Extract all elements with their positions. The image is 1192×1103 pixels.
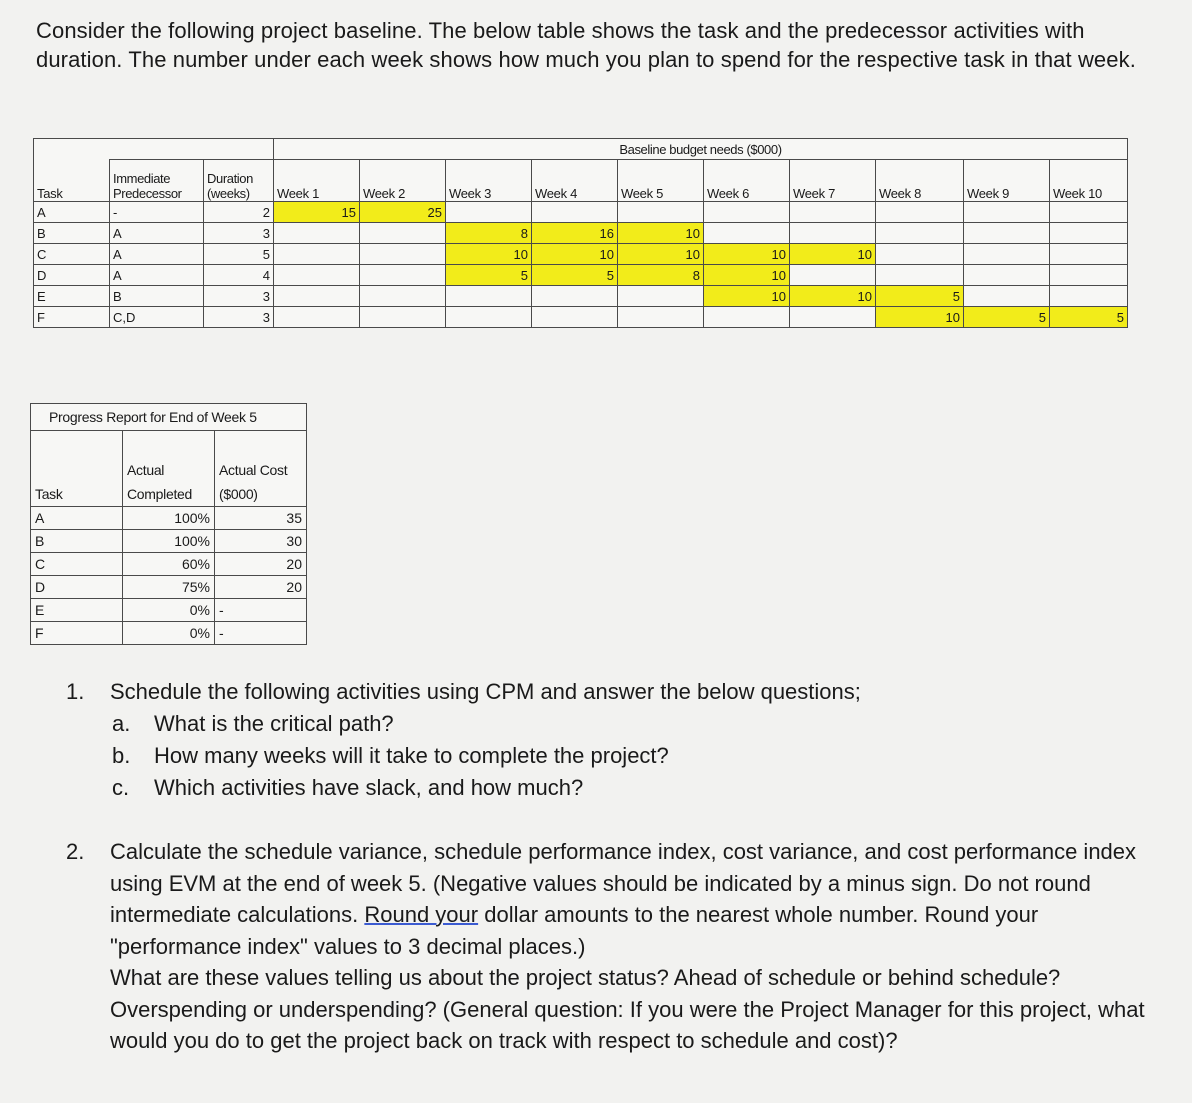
question-number: 2.: [66, 839, 85, 864]
week-budget-cell: [618, 286, 704, 307]
baseline-caption-row: [34, 139, 1128, 160]
week-budget-cell: [790, 223, 876, 244]
week-budget-cell: 10: [618, 244, 704, 265]
week-budget-cell: 10: [790, 286, 876, 307]
week-budget-cell: [704, 223, 790, 244]
sub-text: Which activities have slack, and how much?: [154, 775, 584, 800]
progress-row: [31, 576, 307, 599]
q2-text-before: Calculate the schedule variance, schedule performance index, cost variance, and cost performance index using EVM at the end of week 5. (Negative values should be indicated by a minus sign. Do not round intermediate calculations.: [110, 839, 1137, 927]
progress-row: [31, 530, 307, 553]
week-budget-cell: [1050, 223, 1128, 244]
week-budget-cell: [446, 286, 532, 307]
task-cell: A: [34, 202, 110, 223]
baseline-row: [34, 202, 1128, 223]
week-budget-cell: [704, 307, 790, 328]
week-budget-cell: [1050, 265, 1128, 286]
progress-header-cost: Actual Cost ($000): [215, 431, 307, 507]
header-week: Week 6: [704, 160, 790, 202]
week-budget-cell: 10: [532, 244, 618, 265]
predecessor-cell: C,D: [110, 307, 204, 328]
task-cell: B: [34, 223, 110, 244]
actual-completed-cell: 60%: [123, 553, 215, 576]
week-budget-cell: 10: [704, 286, 790, 307]
progress-header-completed: Actual Completed: [123, 431, 215, 507]
week-budget-cell: 8: [446, 223, 532, 244]
predecessor-cell: A: [110, 223, 204, 244]
baseline-header-row: [34, 160, 1128, 202]
week-budget-cell: [274, 244, 360, 265]
progress-task-cell: B: [31, 530, 123, 553]
question-text: [110, 836, 1156, 1057]
week-budget-cell: [274, 307, 360, 328]
header-duration: Duration (weeks): [204, 160, 274, 202]
progress-caption: Progress Report for End of Week 5: [31, 404, 307, 431]
week-budget-cell: [876, 244, 964, 265]
actual-cost-cell: -: [215, 599, 307, 622]
progress-row: [31, 553, 307, 576]
week-budget-cell: [876, 202, 964, 223]
actual-completed-cell: 75%: [123, 576, 215, 599]
duration-cell: 3: [204, 307, 274, 328]
week-budget-cell: [532, 202, 618, 223]
baseline-table: [33, 138, 1128, 328]
header-predecessor: Immediate Predecessor: [110, 160, 204, 202]
progress-row: [31, 507, 307, 530]
week-budget-cell: 10: [876, 307, 964, 328]
week-budget-cell: [274, 286, 360, 307]
week-budget-cell: 10: [704, 265, 790, 286]
week-budget-cell: [964, 223, 1050, 244]
week-budget-cell: [1050, 286, 1128, 307]
header-week: Week 8: [876, 160, 964, 202]
progress-task-cell: F: [31, 622, 123, 645]
progress-row: [31, 622, 307, 645]
week-budget-cell: [1050, 244, 1128, 265]
week-budget-cell: [532, 307, 618, 328]
header-week: Week 9: [964, 160, 1050, 202]
week-budget-cell: [446, 202, 532, 223]
question-2: [66, 836, 1156, 1057]
duration-cell: 3: [204, 223, 274, 244]
week-budget-cell: 5: [532, 265, 618, 286]
sub-text: What is the critical path?: [154, 711, 394, 736]
week-budget-cell: 15: [274, 202, 360, 223]
question-text: Schedule the following activities using CPM and answer the below questions;: [110, 679, 861, 704]
actual-cost-cell: 20: [215, 553, 307, 576]
predecessor-cell: A: [110, 244, 204, 265]
duration-cell: 5: [204, 244, 274, 265]
baseline-row: [34, 244, 1128, 265]
task-cell: D: [34, 265, 110, 286]
baseline-row: [34, 307, 1128, 328]
week-budget-cell: [1050, 202, 1128, 223]
week-budget-cell: [360, 223, 446, 244]
actual-completed-cell: 100%: [123, 507, 215, 530]
week-budget-cell: [618, 307, 704, 328]
week-budget-cell: [876, 223, 964, 244]
progress-task-cell: A: [31, 507, 123, 530]
sub-question-a: [66, 708, 1156, 740]
q2-text-2: What are these values telling us about the project status? Ahead of schedule or behind schedule? Overspending or underspending? (General question: If you were the Project Manager for this project, what would you do to get the project back on track with respect to schedule and cost)?: [110, 965, 1145, 1053]
week-budget-cell: 5: [1050, 307, 1128, 328]
header-task: Task: [34, 160, 110, 202]
week-budget-cell: [618, 202, 704, 223]
q2-text-after: dollar amounts to the nearest whole number. Round your "performance index" values to 3 decimal places.): [110, 902, 1039, 959]
week-budget-cell: [274, 223, 360, 244]
week-budget-cell: [274, 265, 360, 286]
actual-cost-cell: 35: [215, 507, 307, 530]
sub-letter: a.: [112, 711, 131, 736]
intro-paragraph: Consider the following project baseline. The below table shows the task and the predecessor activities with duration. The number under each week shows how much you plan to spend for the respective task in that week.: [36, 18, 1136, 72]
baseline-row: [34, 286, 1128, 307]
progress-row: [31, 599, 307, 622]
sub-question-b: [66, 740, 1156, 772]
week-budget-cell: [360, 244, 446, 265]
week-budget-cell: [790, 307, 876, 328]
duration-cell: 4: [204, 265, 274, 286]
progress-report-table: [30, 403, 307, 645]
task-cell: E: [34, 286, 110, 307]
actual-completed-cell: 100%: [123, 530, 215, 553]
predecessor-cell: A: [110, 265, 204, 286]
predecessor-cell: B: [110, 286, 204, 307]
actual-cost-cell: 30: [215, 530, 307, 553]
sub-letter: c.: [112, 775, 130, 800]
baseline-row: [34, 223, 1128, 244]
question-1: [66, 676, 1156, 708]
week-budget-cell: [704, 202, 790, 223]
progress-header-task: Task: [31, 431, 123, 507]
progress-task-cell: D: [31, 576, 123, 599]
task-cell: F: [34, 307, 110, 328]
progress-task-cell: C: [31, 553, 123, 576]
header-week: Week 4: [532, 160, 618, 202]
week-budget-cell: [360, 286, 446, 307]
task-cell: C: [34, 244, 110, 265]
header-week: Week 10: [1050, 160, 1128, 202]
week-budget-cell: 10: [790, 244, 876, 265]
week-budget-cell: 16: [532, 223, 618, 244]
question-number: 1.: [66, 679, 85, 704]
week-budget-cell: [876, 265, 964, 286]
header-week: Week 3: [446, 160, 532, 202]
duration-cell: 2: [204, 202, 274, 223]
actual-cost-cell: -: [215, 622, 307, 645]
week-budget-cell: [964, 202, 1050, 223]
week-budget-cell: 5: [964, 307, 1050, 328]
actual-completed-cell: 0%: [123, 599, 215, 622]
week-budget-cell: [964, 244, 1050, 265]
baseline-caption: Baseline budget needs ($000): [274, 139, 1128, 160]
actual-cost-cell: 20: [215, 576, 307, 599]
progress-task-cell: E: [31, 599, 123, 622]
week-budget-cell: 5: [876, 286, 964, 307]
week-budget-cell: [964, 265, 1050, 286]
actual-completed-cell: 0%: [123, 622, 215, 645]
week-budget-cell: [446, 307, 532, 328]
header-week: Week 5: [618, 160, 704, 202]
week-budget-cell: [790, 265, 876, 286]
week-budget-cell: [360, 265, 446, 286]
header-week: Week 1: [274, 160, 360, 202]
week-budget-cell: 10: [618, 223, 704, 244]
baseline-row: [34, 265, 1128, 286]
questions: [66, 676, 1156, 1057]
q2-underlined: Round your: [364, 902, 479, 927]
week-budget-cell: 25: [360, 202, 446, 223]
sub-text: How many weeks will it take to complete the project?: [154, 743, 669, 768]
header-week: Week 7: [790, 160, 876, 202]
week-budget-cell: [790, 202, 876, 223]
week-budget-cell: 10: [446, 244, 532, 265]
week-budget-cell: 8: [618, 265, 704, 286]
predecessor-cell: -: [110, 202, 204, 223]
week-budget-cell: [964, 286, 1050, 307]
week-budget-cell: 10: [704, 244, 790, 265]
week-budget-cell: [532, 286, 618, 307]
week-budget-cell: [360, 307, 446, 328]
duration-cell: 3: [204, 286, 274, 307]
sub-question-c: [66, 772, 1156, 804]
sub-letter: b.: [112, 743, 131, 768]
week-budget-cell: 5: [446, 265, 532, 286]
header-week: Week 2: [360, 160, 446, 202]
